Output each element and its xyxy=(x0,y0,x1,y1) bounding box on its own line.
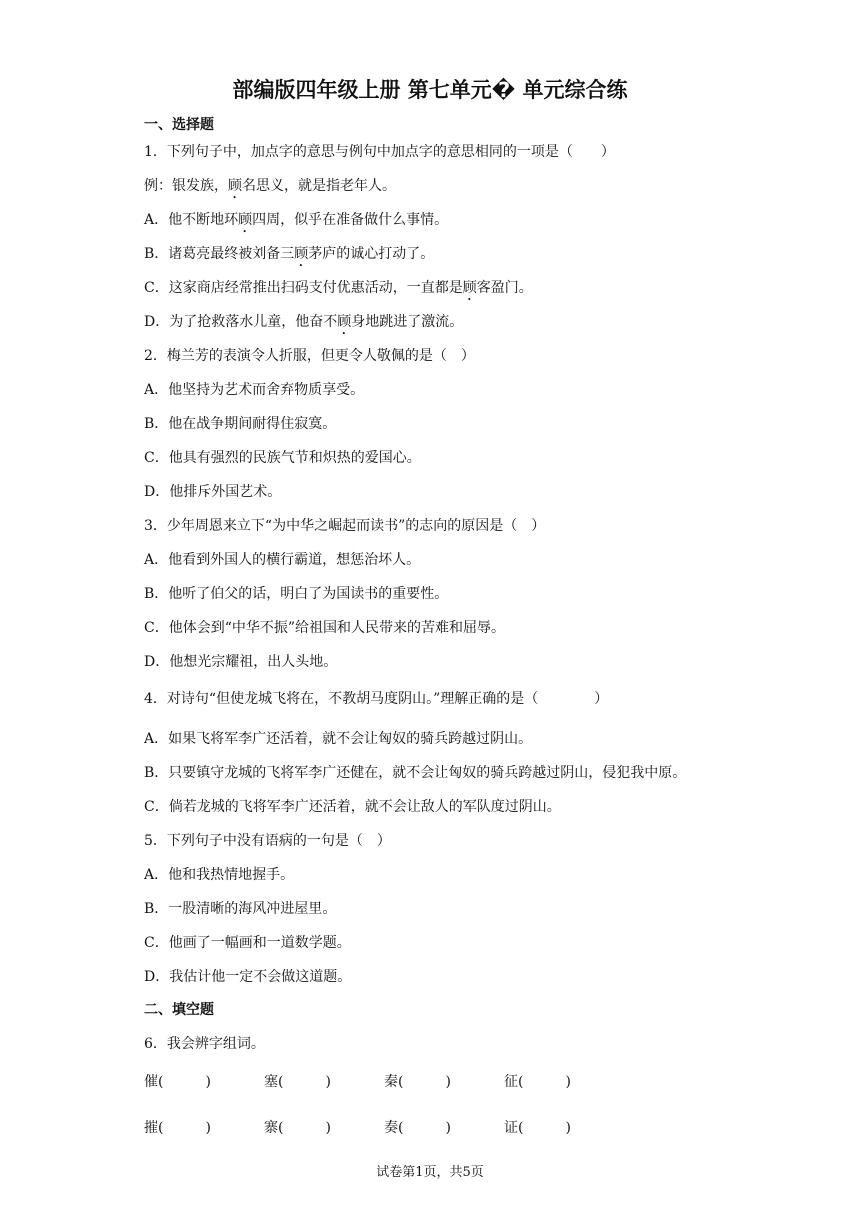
question-2-stem: 2．梅兰芳的表演令人折服，但更令人敬佩的是（ ） xyxy=(144,348,475,364)
page-footer: 试卷第1页，共5页 xyxy=(376,1165,484,1180)
question-6-stem: 6．我会辨字组词。 xyxy=(144,1036,265,1052)
question-5-option-b: B．一股清晰的海风冲进屋里。 xyxy=(144,901,337,917)
question-1-option-c: C．这家商店经常推出扫码支付优惠活动，一直都是顾客盈门。 xyxy=(144,280,533,296)
question-3-option-d: D．他想光宗耀祖，出人头地。 xyxy=(144,654,338,670)
question-4-option-c: C．倘若龙城的飞将军李广还活着，就不会让敌人的军队度过阴山。 xyxy=(144,799,561,815)
emphasis-char: 顾 xyxy=(238,212,253,228)
emphasis-char: 顾 xyxy=(337,314,352,330)
word-blank[interactable]: 证( ) xyxy=(504,1120,571,1136)
emphasis-char: 顾 xyxy=(294,246,309,262)
word-blank[interactable]: 奏( ) xyxy=(384,1120,451,1136)
question-5-option-d: D．我估计他一定不会做这道题。 xyxy=(144,969,352,985)
question-2-option-b: B．他在战争期间耐得住寂寞。 xyxy=(144,416,337,432)
question-4-option-a: A．如果飞将军李广还活着，就不会让匈奴的骑兵跨越过阴山。 xyxy=(144,731,533,747)
question-1-stem: 1．下列句子中，加点字的意思与例句中加点字的意思相同的一项是（ ） xyxy=(144,144,615,160)
question-5-stem: 5．下列句子中没有语病的一句是（ ） xyxy=(144,833,391,849)
question-5-option-a: A．他和我热情地握手。 xyxy=(144,867,295,883)
emphasis-char: 顾 xyxy=(228,178,242,194)
question-4-option-b: B．只要镇守龙城的飞将军李广还健在，就不会让匈奴的骑兵跨越过阴山，侵犯我中原。 xyxy=(144,765,687,781)
question-2-option-c: C．他具有强烈的民族气节和炽热的爱国心。 xyxy=(144,450,421,466)
question-2-option-a: A．他坚持为艺术而舍弃物质享受。 xyxy=(144,382,365,398)
page-title: 部编版四年级上册 第七单元� 单元综合练 xyxy=(232,78,628,102)
emphasis-char: 顾 xyxy=(462,280,477,296)
question-1-option-b: B．诸葛亮最终被刘备三顾茅庐的诚心打动了。 xyxy=(144,246,435,262)
question-4-stem: 4．对诗句“但使龙城飞将在，不教胡马度阴山。”理解正确的是（ ） xyxy=(144,691,609,707)
word-blank[interactable]: 塞( ) xyxy=(264,1074,331,1090)
word-blank[interactable]: 寨( ) xyxy=(264,1120,331,1136)
word-blank[interactable]: 征( ) xyxy=(504,1074,571,1090)
question-2-option-d: D．他排斥外国艺术。 xyxy=(144,484,282,500)
question-3-option-a: A．他看到外国人的横行霸道，想惩治坏人。 xyxy=(144,552,421,568)
section-heading-choice: 一、选择题 xyxy=(144,117,214,133)
question-3-option-b: B．他听了伯父的话，明白了为国读书的重要性。 xyxy=(144,586,449,602)
word-blank[interactable]: 催( ) xyxy=(144,1074,211,1090)
question-1-example: 例：银发族，顾名思义，就是指老年人。 xyxy=(144,178,396,194)
question-3-stem: 3．少年周恩来立下“为中华之崛起而读书”的志向的原因是（ ） xyxy=(144,518,546,534)
question-5-option-c: C．他画了一幅画和一道数学题。 xyxy=(144,935,351,951)
section-heading-fill: 二、填空题 xyxy=(144,1002,214,1018)
question-1-option-d: D．为了抢救落水儿童，他奋不顾身地跳进了激流。 xyxy=(144,314,464,330)
question-3-option-c: C．他体会到“中华不振”给祖国和人民带来的苦难和屈辱。 xyxy=(144,620,506,636)
word-grid-row-1 xyxy=(144,1071,704,1091)
word-grid-row-2 xyxy=(144,1117,704,1137)
question-1-option-a: A．他不断地环顾四周，似乎在准备做什么事情。 xyxy=(144,212,449,228)
word-blank[interactable]: 摧( ) xyxy=(144,1120,211,1136)
word-blank[interactable]: 秦( ) xyxy=(384,1074,451,1090)
